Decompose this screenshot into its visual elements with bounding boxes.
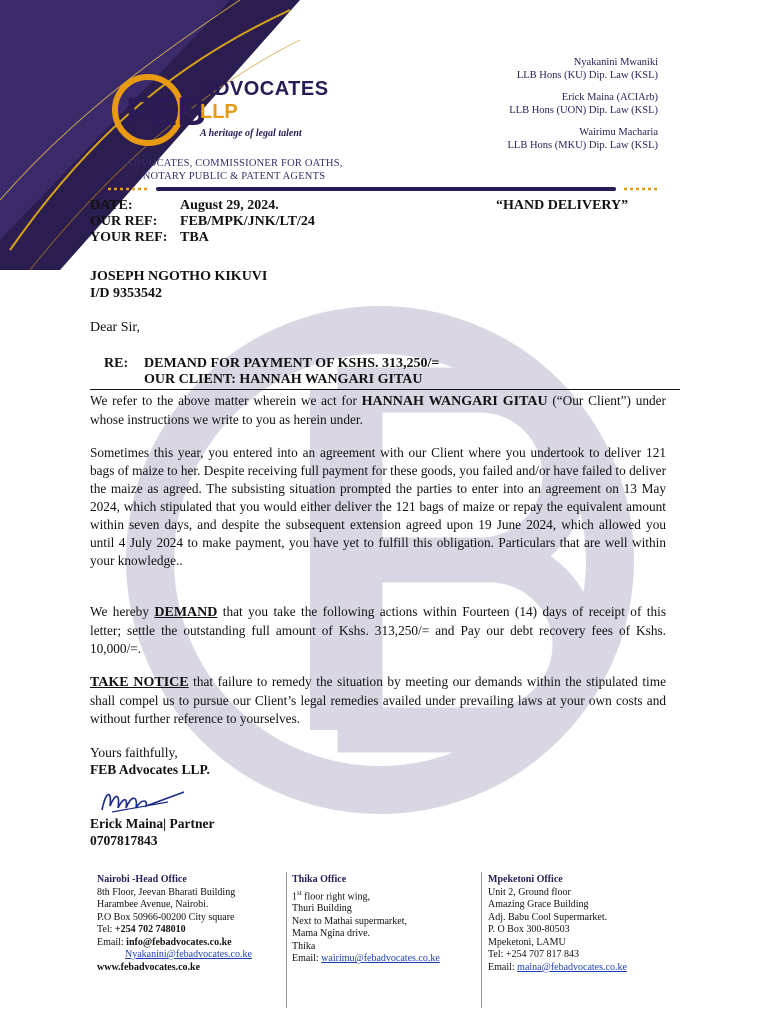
footer-thika: Thika Office 1st floor right wing, Thuri Building Next to Mathai supermarket, Mama Ngina drive. Thika Email: wairimu@febadvocates.co.ke bbox=[292, 874, 440, 965]
re-label: RE: bbox=[104, 356, 129, 371]
svg-text:FEB: FEB bbox=[126, 90, 206, 134]
partner-quals: LLB Hons (KU) Dip. Law (KSL) bbox=[516, 70, 658, 81]
re-line1: DEMAND FOR PAYMENT OF KSHS. 313,250/= bbox=[144, 356, 440, 371]
paragraph-1: We refer to the above matter wherein we act for HANNAH WANGARI GITAU (“Our Client”) under whose instructions we write to you as herein under. bbox=[90, 393, 666, 427]
header-divider bbox=[108, 186, 658, 192]
email-link[interactable]: info@febadvocates.co.ke bbox=[126, 936, 232, 948]
partner-quals: LLB Hons (UON) Dip. Law (KSL) bbox=[509, 105, 658, 116]
closing-yours: Yours faithfully, bbox=[90, 745, 178, 760]
subject-block bbox=[104, 356, 439, 388]
paragraph-2: Sometimes this year, you entered into an agreement with our Client where you undertook to deliver 121 bags of maize to her. Despite receiving full payment for these goods, you failed and/or have failed to deliver the maize as agreed. The subsisting situation prompted the parties to enter into an agreement on 13 May 2024, which stipulated that you would either deliver the 121 bags of maize or repay the equivalent amount within seven days, and despite the subsequent extension agreed upon 19 June 2024, which allowed you until 4 July 2024 to make payment, you have yet to fulfill this obligation. Particulars that are well within your knowledge.. bbox=[90, 445, 667, 568]
recipient-name: JOSEPH NGOTHO KIKUVI bbox=[90, 269, 268, 284]
firm-subtitle: ADVOCATES, COMMISSIONER FOR OATHS, NOTARY PUBLIC & PATENT AGENTS bbox=[125, 158, 343, 182]
recipient-block bbox=[90, 268, 267, 302]
signer-name: Erick Maina| Partner bbox=[90, 816, 215, 831]
signature bbox=[98, 784, 188, 818]
your-ref-value: TBA bbox=[180, 230, 209, 245]
closing-firm: FEB Advocates LLP. bbox=[90, 762, 210, 777]
recipient-id: I/D 9353542 bbox=[90, 286, 162, 301]
partner-name: Wairimu Macharia bbox=[579, 127, 658, 138]
delivery-method: “HAND DELIVERY” bbox=[496, 198, 629, 213]
partner-name: Erick Maina (ACIArb) bbox=[561, 92, 658, 103]
partner-name: Nyakanini Mwaniki bbox=[573, 57, 658, 68]
email-link[interactable]: maina@febadvocates.co.ke bbox=[517, 961, 627, 973]
our-ref-value: FEB/MPK/JNK/LT/24 bbox=[180, 214, 315, 229]
footer-separator bbox=[481, 872, 482, 1008]
salutation: Dear Sir, bbox=[90, 320, 140, 335]
letter-meta bbox=[90, 198, 315, 246]
website-link[interactable]: www.febadvocates.co.ke bbox=[97, 961, 201, 973]
firm-tagline: A heritage of legal talent bbox=[200, 128, 302, 139]
footer-mpeketoni: Mpeketoni Office Unit 2, Ground floor Amazing Grace Building Adj. Babu Cool Supermarket. P. O Box 300-80503 Mpeketoni, LAMU Tel: +254 707 817 843 Email: maina@febadvocates.co.ke bbox=[488, 874, 627, 973]
signer-block bbox=[90, 815, 214, 849]
paragraph-3: We hereby DEMAND that you take the following actions within Fourteen (14) days of receipt of this letter; settle the outstanding full amount of Kshs. 313,250/= and Pay our debt recovery fees of Kshs. 10,000/=. bbox=[90, 604, 666, 656]
partner-quals: LLB Hons (MKU) Dip. Law (KSL) bbox=[507, 140, 658, 151]
firm-name: ADVOCATES bbox=[200, 78, 329, 100]
subject-underline bbox=[90, 389, 680, 390]
re-line2: OUR CLIENT: HANNAH WANGARI GITAU bbox=[144, 372, 423, 387]
date-label: DATE: bbox=[90, 198, 133, 213]
partners-list bbox=[508, 56, 658, 152]
signer-phone: 0707817843 bbox=[90, 833, 158, 848]
email-link[interactable]: wairimu@febadvocates.co.ke bbox=[321, 953, 440, 965]
paragraph-4: TAKE NOTICE that failure to remedy the situation by meeting our demands within the stipulated time shall compel us to pursue our Client’s legal remedies availed under prevailing laws at your own costs and without further reference to yourselves. bbox=[90, 674, 666, 726]
date-value: August 29, 2024. bbox=[180, 198, 279, 213]
email-link[interactable]: Nyakanini@febadvocates.co.ke bbox=[125, 949, 252, 960]
footer-nairobi: Nairobi -Head Office 8th Floor, Jeevan Bharati Building Harambee Avenue, Nairobi. P.O Box 50966-00200 City square Tel: +254 702 748010 Email: info@febadvocates.co.ke Nyakanini@febadvocates.co.ke www.febadvocates.co.ke bbox=[97, 874, 252, 973]
closing-block bbox=[90, 744, 210, 778]
feb-logo bbox=[108, 70, 208, 150]
firm-llp: LLP bbox=[200, 101, 238, 123]
your-ref-label: YOUR REF: bbox=[90, 230, 168, 245]
footer-separator bbox=[286, 872, 287, 1008]
our-ref-label: OUR REF: bbox=[90, 214, 158, 229]
